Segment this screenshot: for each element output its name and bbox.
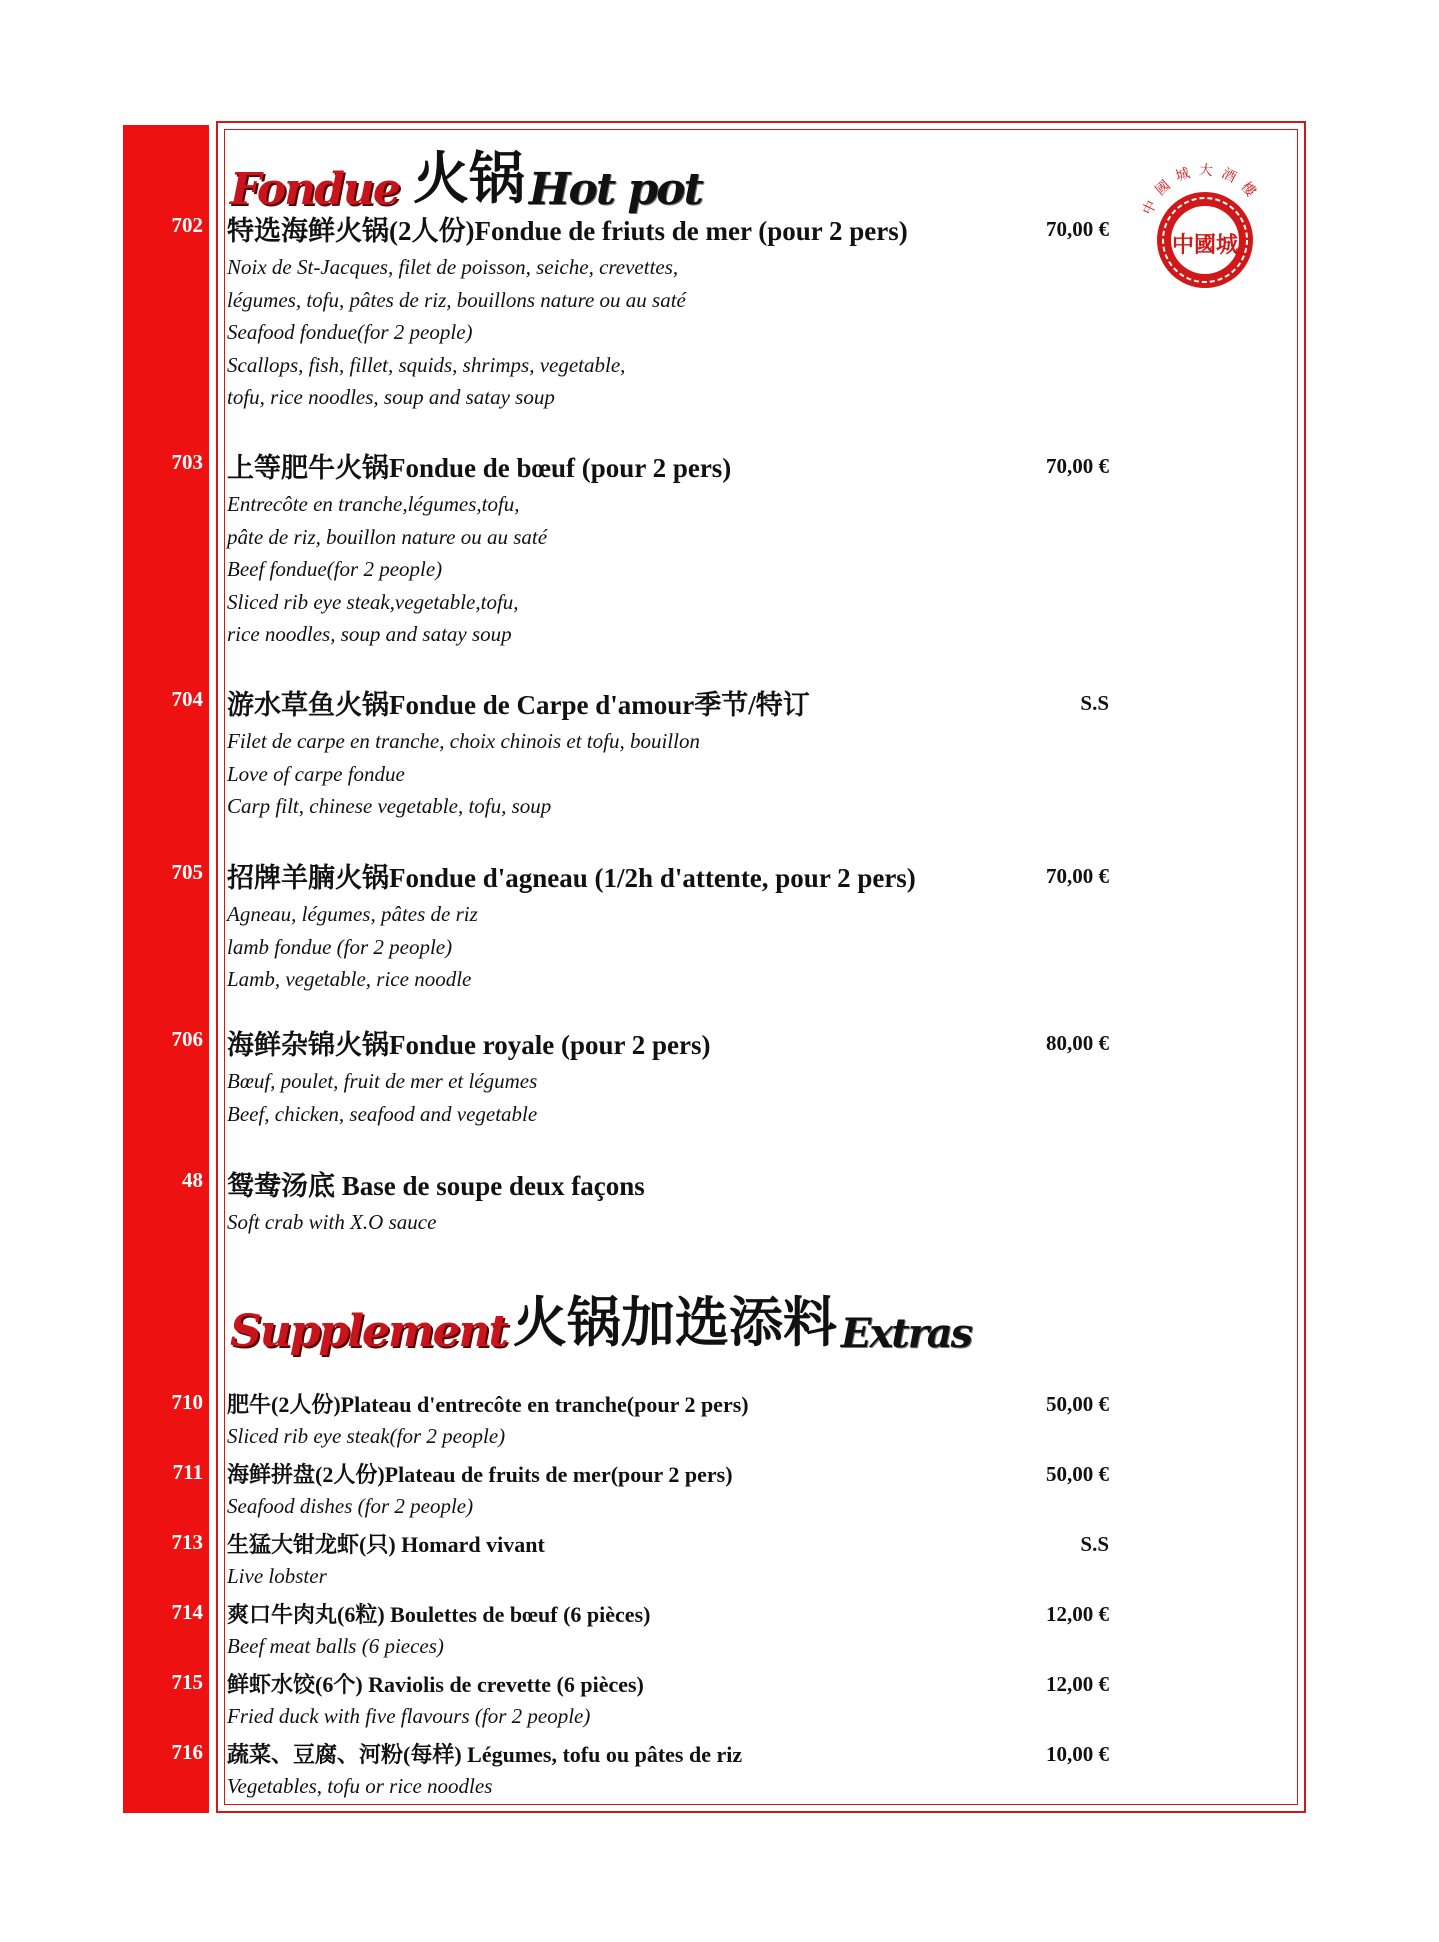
item-title: 生猛大钳龙虾(只) Homard vivant xyxy=(227,1532,545,1557)
item-title: 海鲜杂锦火锅Fondue royale (pour 2 pers) xyxy=(227,1030,711,1060)
item-description: Seafood dishes (for 2 people) xyxy=(227,1494,474,1518)
item-price: 80,00 € xyxy=(1046,1031,1109,1055)
logo-center-text: 中國城 xyxy=(1171,233,1239,258)
item-title: 特选海鲜火锅(2人份)Fondue de friuts de mer (pour 2 pers) xyxy=(227,216,908,246)
section-heading-supplement xyxy=(230,1280,971,1357)
heading-chinese: 火锅 xyxy=(412,147,525,212)
item-number: 706 xyxy=(171,1027,203,1051)
description-line: Soft crab with X.O sauce xyxy=(227,1210,437,1234)
item-title: 上等肥牛火锅Fondue de bœuf (pour 2 pers) xyxy=(227,453,732,483)
description-line: pâte de riz, bouillon nature ou au saté xyxy=(227,524,548,549)
item-title: 游水草鱼火锅Fondue de Carpe d'amour季节/特订 xyxy=(227,690,810,720)
item-description: Beef meat balls (6 pieces) xyxy=(227,1634,444,1658)
description-line: rice noodles, soup and satay soup xyxy=(227,622,512,646)
item-number: 702 xyxy=(171,213,203,237)
heading-script-fr: Supplement xyxy=(230,1306,507,1357)
heading-script-en: Hot pot xyxy=(528,164,702,215)
item-title: 鲜虾水饺(6个) Raviolis de crevette (6 pièces) xyxy=(227,1672,644,1697)
item-title: 鸳鸯汤底 Base de soupe deux façons xyxy=(227,1171,645,1201)
logo-ring-text: 中國城大酒樓 xyxy=(1139,162,1264,218)
description-line: Entrecôte en tranche,légumes,tofu, xyxy=(227,492,520,516)
item-description xyxy=(227,488,547,651)
item-price: 10,00 € xyxy=(1046,1742,1109,1766)
item-number: 714 xyxy=(171,1600,203,1624)
description-line: tofu, rice noodles, soup and satay soup xyxy=(227,385,555,409)
item-number: 715 xyxy=(171,1670,203,1694)
description-line: Love of carpe fondue xyxy=(227,761,405,786)
description-line: Bœuf, poulet, fruit de mer et légumes xyxy=(227,1069,538,1093)
description-line: lamb fondue (for 2 people) xyxy=(227,934,453,959)
item-description xyxy=(227,725,700,823)
description-line: Lamb, vegetable, rice noodle xyxy=(227,967,472,991)
item-number: 703 xyxy=(171,450,203,474)
section-heading-fondue xyxy=(230,135,702,215)
item-title: 海鲜拼盘(2人份)Plateau de fruits de mer(pour 2 pers) xyxy=(227,1462,733,1487)
item-price: 70,00 € xyxy=(1046,454,1109,478)
description-line: Beef fondue(for 2 people) xyxy=(227,557,443,581)
item-price: S.S xyxy=(1080,1532,1109,1556)
item-price: 70,00 € xyxy=(1046,217,1109,241)
item-description xyxy=(227,1206,436,1239)
description-line: Filet de carpe en tranche, choix chinois et tofu, bouillon xyxy=(227,729,700,753)
description-line: Sliced rib eye steak,vegetable,tofu, xyxy=(227,589,519,614)
item-title: 蔬菜、豆腐、河粉(每样) Légumes, tofu ou pâtes de riz xyxy=(227,1742,743,1767)
item-description xyxy=(227,1065,537,1130)
item-price: 70,00 € xyxy=(1046,864,1109,888)
heading-chinese: 火锅加选添料 xyxy=(512,1291,837,1354)
item-price: S.S xyxy=(1080,691,1109,715)
description-line: Agneau, légumes, pâtes de riz xyxy=(227,902,478,926)
restaurant-seal-logo xyxy=(1130,152,1280,302)
description-line: Noix de St-Jacques, filet de poisson, seiche, crevettes, xyxy=(227,255,679,279)
description-line: Seafood fondue(for 2 people) xyxy=(227,320,473,344)
heading-script-fr: Fondue xyxy=(230,164,399,215)
item-description xyxy=(227,898,478,996)
item-number: 713 xyxy=(171,1530,203,1554)
item-number: 716 xyxy=(171,1740,203,1764)
item-price: 12,00 € xyxy=(1046,1602,1109,1626)
item-description: Fried duck with five flavours (for 2 people) xyxy=(227,1704,591,1728)
item-price: 50,00 € xyxy=(1046,1462,1109,1486)
item-number: 48 xyxy=(182,1168,203,1192)
item-number: 705 xyxy=(171,860,203,884)
item-title: 招牌羊腩火锅Fondue d'agneau (1/2h d'attente, pour 2 pers) xyxy=(227,863,916,893)
item-title: 肥牛(2人份)Plateau d'entrecôte en tranche(pour 2 pers) xyxy=(227,1392,749,1417)
description-line: légumes, tofu, pâtes de riz, bouillons nature ou au saté xyxy=(227,287,686,312)
item-description: Vegetables, tofu or rice noodles xyxy=(227,1774,493,1798)
description-line: Scallops, fish, fillet, squids, shrimps, vegetable, xyxy=(227,352,626,377)
item-description: Sliced rib eye steak(for 2 people) xyxy=(227,1424,506,1448)
item-price: 12,00 € xyxy=(1046,1672,1109,1696)
description-line: Beef, chicken, seafood and vegetable xyxy=(227,1101,538,1126)
heading-script-en: Extras xyxy=(840,1310,972,1357)
item-number: 711 xyxy=(172,1460,203,1484)
red-side-bar xyxy=(123,125,209,1813)
item-title: 爽口牛肉丸(6粒) Boulettes de bœuf (6 pièces) xyxy=(227,1602,651,1627)
item-description: Live lobster xyxy=(227,1564,327,1588)
item-description xyxy=(227,251,686,414)
item-number: 710 xyxy=(171,1390,203,1414)
item-number: 704 xyxy=(171,687,203,711)
description-line: Carp filt, chinese vegetable, tofu, soup xyxy=(227,794,552,818)
item-price: 50,00 € xyxy=(1046,1392,1109,1416)
